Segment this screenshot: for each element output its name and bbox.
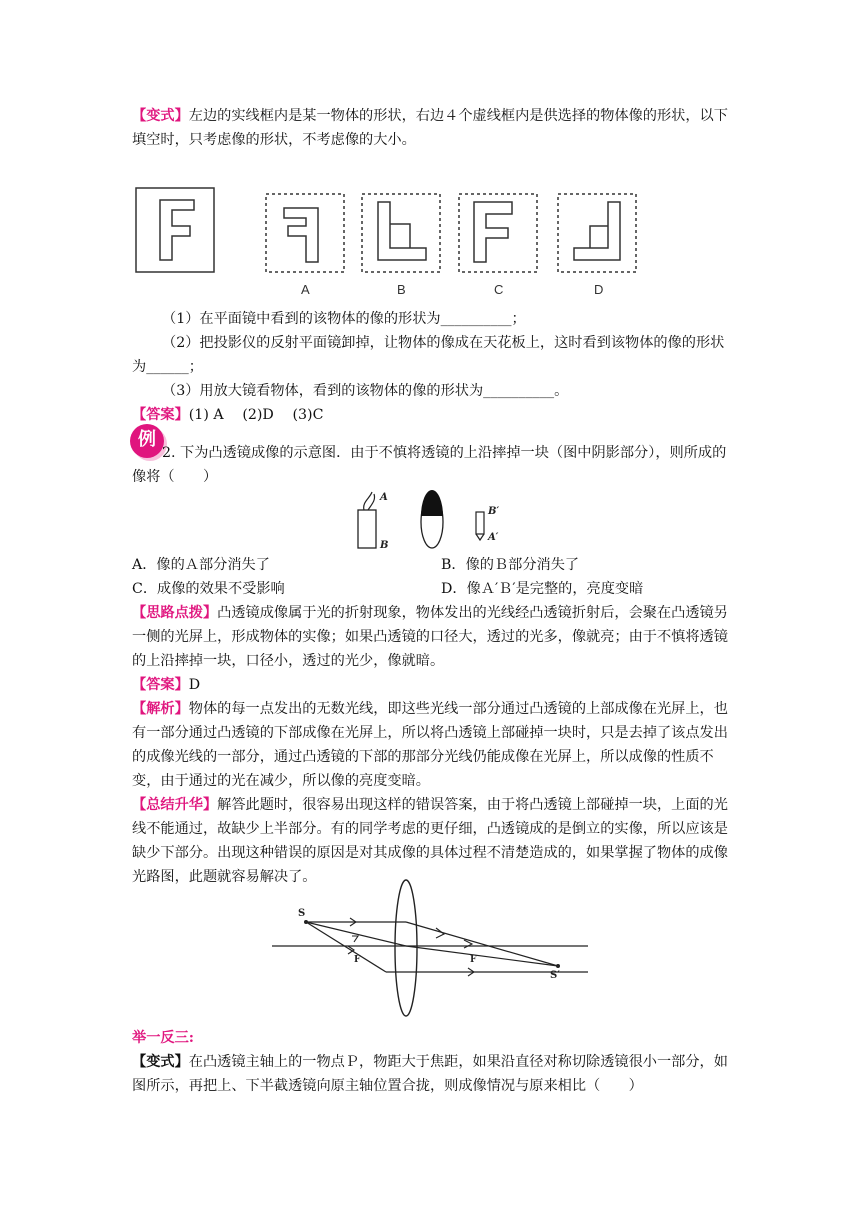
ray-diagram bbox=[268, 878, 598, 1018]
summary-tag: 【总结升华】 bbox=[132, 797, 218, 813]
option-b: B．像的Ｂ部分消失了 bbox=[441, 557, 580, 573]
label-a-image: A′ bbox=[488, 532, 499, 543]
label-b-object: B bbox=[380, 540, 389, 551]
question-1: （1）在平面镜中看到的该物体的像的形状为__________； bbox=[162, 311, 526, 327]
image-inverted bbox=[476, 512, 484, 540]
option-b-box bbox=[362, 194, 440, 272]
analysis-text: 物体的每一点发出的无数光线，即这些光线一部分通过凸透镜的上部成像在光屏上，也有一部分通过凸透镜的下部成像在光屏上，所以将凸透镜上部碰掉一块时，只是去掉了该点发出的成像光线的一部分，通过凸透镜的下部的那部分光线仍能成像在光屏上，所以成像的性质不变，由于通过的光在减少，所以像的亮度变暗。 bbox=[132, 701, 728, 789]
option-d-box bbox=[558, 194, 636, 272]
answer-2-text: D bbox=[188, 677, 201, 693]
option-a: A．像的Ａ部分消失了 bbox=[132, 557, 270, 573]
hint-tag: 【思路点拨】 bbox=[132, 605, 218, 621]
label-d: D bbox=[594, 282, 604, 297]
ray-refracted-1 bbox=[406, 922, 558, 966]
label-f-left: F bbox=[354, 955, 361, 965]
label-a: A bbox=[301, 282, 310, 297]
candle-object bbox=[358, 492, 376, 548]
answer-1 bbox=[132, 403, 732, 427]
variant-2-tag: 【变式】 bbox=[132, 1054, 189, 1070]
lens-image-figure bbox=[350, 490, 520, 552]
option-c: C．成像的效果不受影响 bbox=[132, 581, 285, 597]
label-b-image: B′ bbox=[488, 506, 500, 517]
question-3: （3）用放大镜看物体，看到的该物体的像的形状为__________。 bbox=[162, 383, 569, 399]
label-s: S bbox=[298, 908, 306, 919]
convex-lens bbox=[395, 880, 417, 1016]
practice-heading: 举一反三: bbox=[132, 1030, 194, 1046]
hint-paragraph bbox=[132, 601, 732, 673]
hint-text: 凸透镜成像属于光的折射现象，物体发出的光线经凸透镜折射后，会聚在凸透镜另一侧的光屏上，形成物体的实像；如果凸透镜的口径大，透过的光多，像就亮；由于不慎将透镜的上沿摔掉一块，口径小，透过的光少，像就暗。 bbox=[132, 605, 728, 669]
variant-tag: 【变式】 bbox=[132, 108, 189, 124]
ray-center bbox=[306, 922, 406, 946]
example-question: 2. 下为凸透镜成像的示意图．由于不慎将透镜的上沿摔掉一块（图中阴影部分），则所成的像将（ ） bbox=[132, 445, 727, 485]
analysis-tag: 【解析】 bbox=[132, 701, 189, 717]
summary-text: 解答此题时，很容易出现这样的错误答案，由于将凸透镜上部碰掉一块，上面的光线不能通过，故缺少上半部分。有的同学考虑的更仔细，凸透镜成的是倒立的实像，所以应该是缺少下部分。出现这种错误的原因是对其成像的具体过程不清楚造成的，如果掌握了物体的成像光路图，此题就容易解决了。 bbox=[132, 797, 728, 885]
broken-lens bbox=[421, 490, 443, 548]
answer-text: (1) A (2)D (3)C bbox=[188, 407, 324, 423]
label-f-right: F bbox=[470, 955, 477, 965]
answer-tag: 【答案】 bbox=[132, 407, 189, 423]
answer-2-tag: 【答案】 bbox=[132, 677, 189, 693]
option-d: D．像Ａ′Ｂ′是完整的，亮度变暗 bbox=[441, 581, 644, 597]
object-box bbox=[136, 188, 214, 272]
example-badge: 例 bbox=[130, 424, 164, 458]
variant-2-text: 在凸透镜主轴上的一物点Ｐ，物距大于焦距，如果沿直径对称切除透镜很小一部分，如图所示，再把上、下半截透镜向原主轴位置合拢，则成像情况与原来相比（ ） bbox=[132, 1054, 728, 1094]
analysis-paragraph bbox=[132, 697, 732, 793]
label-a-object: A bbox=[380, 492, 388, 503]
ray-center-out bbox=[406, 946, 558, 966]
ray-focal-in bbox=[306, 922, 386, 972]
question-2: （2）把投影仪的反射平面镜卸掉，让物体的像成在天花板上，这时看到该物体的像的形状为______； bbox=[132, 335, 725, 375]
label-s-prime: S′ bbox=[550, 970, 560, 981]
variant-text: 左边的实线框内是某一物体的形状，右边４个虚线框内是供选择的物体像的形状，以下填空时，只考虑像的形状，不考虑像的大小。 bbox=[132, 108, 728, 148]
label-b: B bbox=[397, 282, 406, 297]
answer-2 bbox=[132, 673, 732, 697]
shape-figure bbox=[134, 186, 644, 301]
summary-paragraph bbox=[132, 793, 732, 889]
label-c: C bbox=[494, 282, 504, 297]
option-a-box bbox=[266, 194, 344, 272]
option-c-box bbox=[459, 194, 537, 272]
variant-intro bbox=[132, 104, 732, 152]
variant-2-paragraph bbox=[132, 1050, 732, 1098]
point-s-image bbox=[556, 964, 560, 968]
